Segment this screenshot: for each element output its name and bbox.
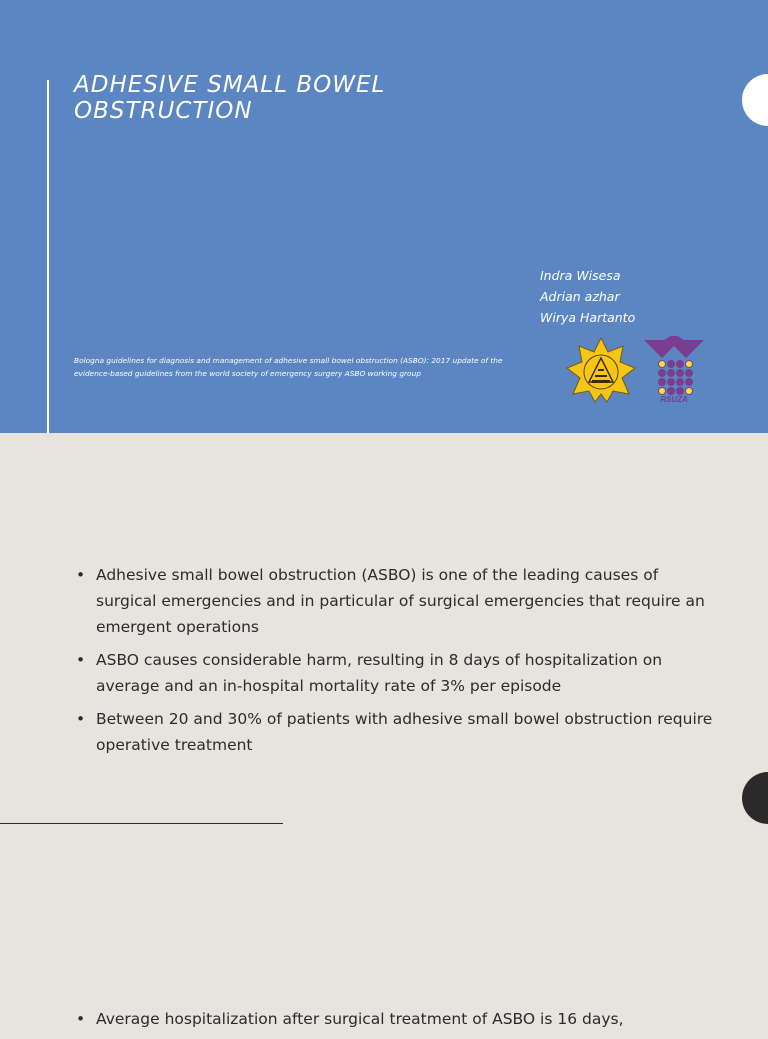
author-name: Wirya Hartanto (540, 310, 636, 325)
university-logo (565, 336, 637, 404)
slide-title: ADHESIVE SMALL BOWEL OBSTRUCTION (74, 72, 386, 124)
vertical-divider (47, 80, 49, 433)
hospital-logo (642, 336, 706, 404)
horizontal-divider (0, 823, 283, 824)
decorative-circle (742, 74, 768, 126)
bullet-list (76, 562, 716, 765)
hospital-logo-text: RSUZA (660, 395, 688, 404)
decorative-circle (742, 772, 768, 824)
author-name: Adrian azhar (540, 289, 620, 304)
list-item: • Adhesive small bowel obstruction (ASBO) is one of the leading causes of surgical emergencies and in particular of surgical emergencies that require an emergent operations (76, 562, 716, 640)
title-slide (0, 0, 768, 433)
list-item: • ASBO causes considerable harm, resulting in 8 days of hospitalization on average and an in-hospital mortality rate of 3% per episode (76, 647, 716, 699)
author-name: Indra Wisesa (540, 268, 621, 283)
list-item: • Average hospitalization after surgical treatment of ASBO is 16 days, (76, 1006, 716, 1032)
slide-subtitle: Bologna guidelines for diagnosis and management of adhesive small bowel obstruction (ASBO): 2017 update of the evidence-based guidelines from the world society of emergency surgery ASBO working group (74, 356, 503, 378)
author-list (540, 265, 635, 328)
list-item: • Between 20 and 30% of patients with adhesive small bowel obstruction require operative treatment (76, 706, 716, 758)
bullet-list (76, 1006, 716, 1039)
